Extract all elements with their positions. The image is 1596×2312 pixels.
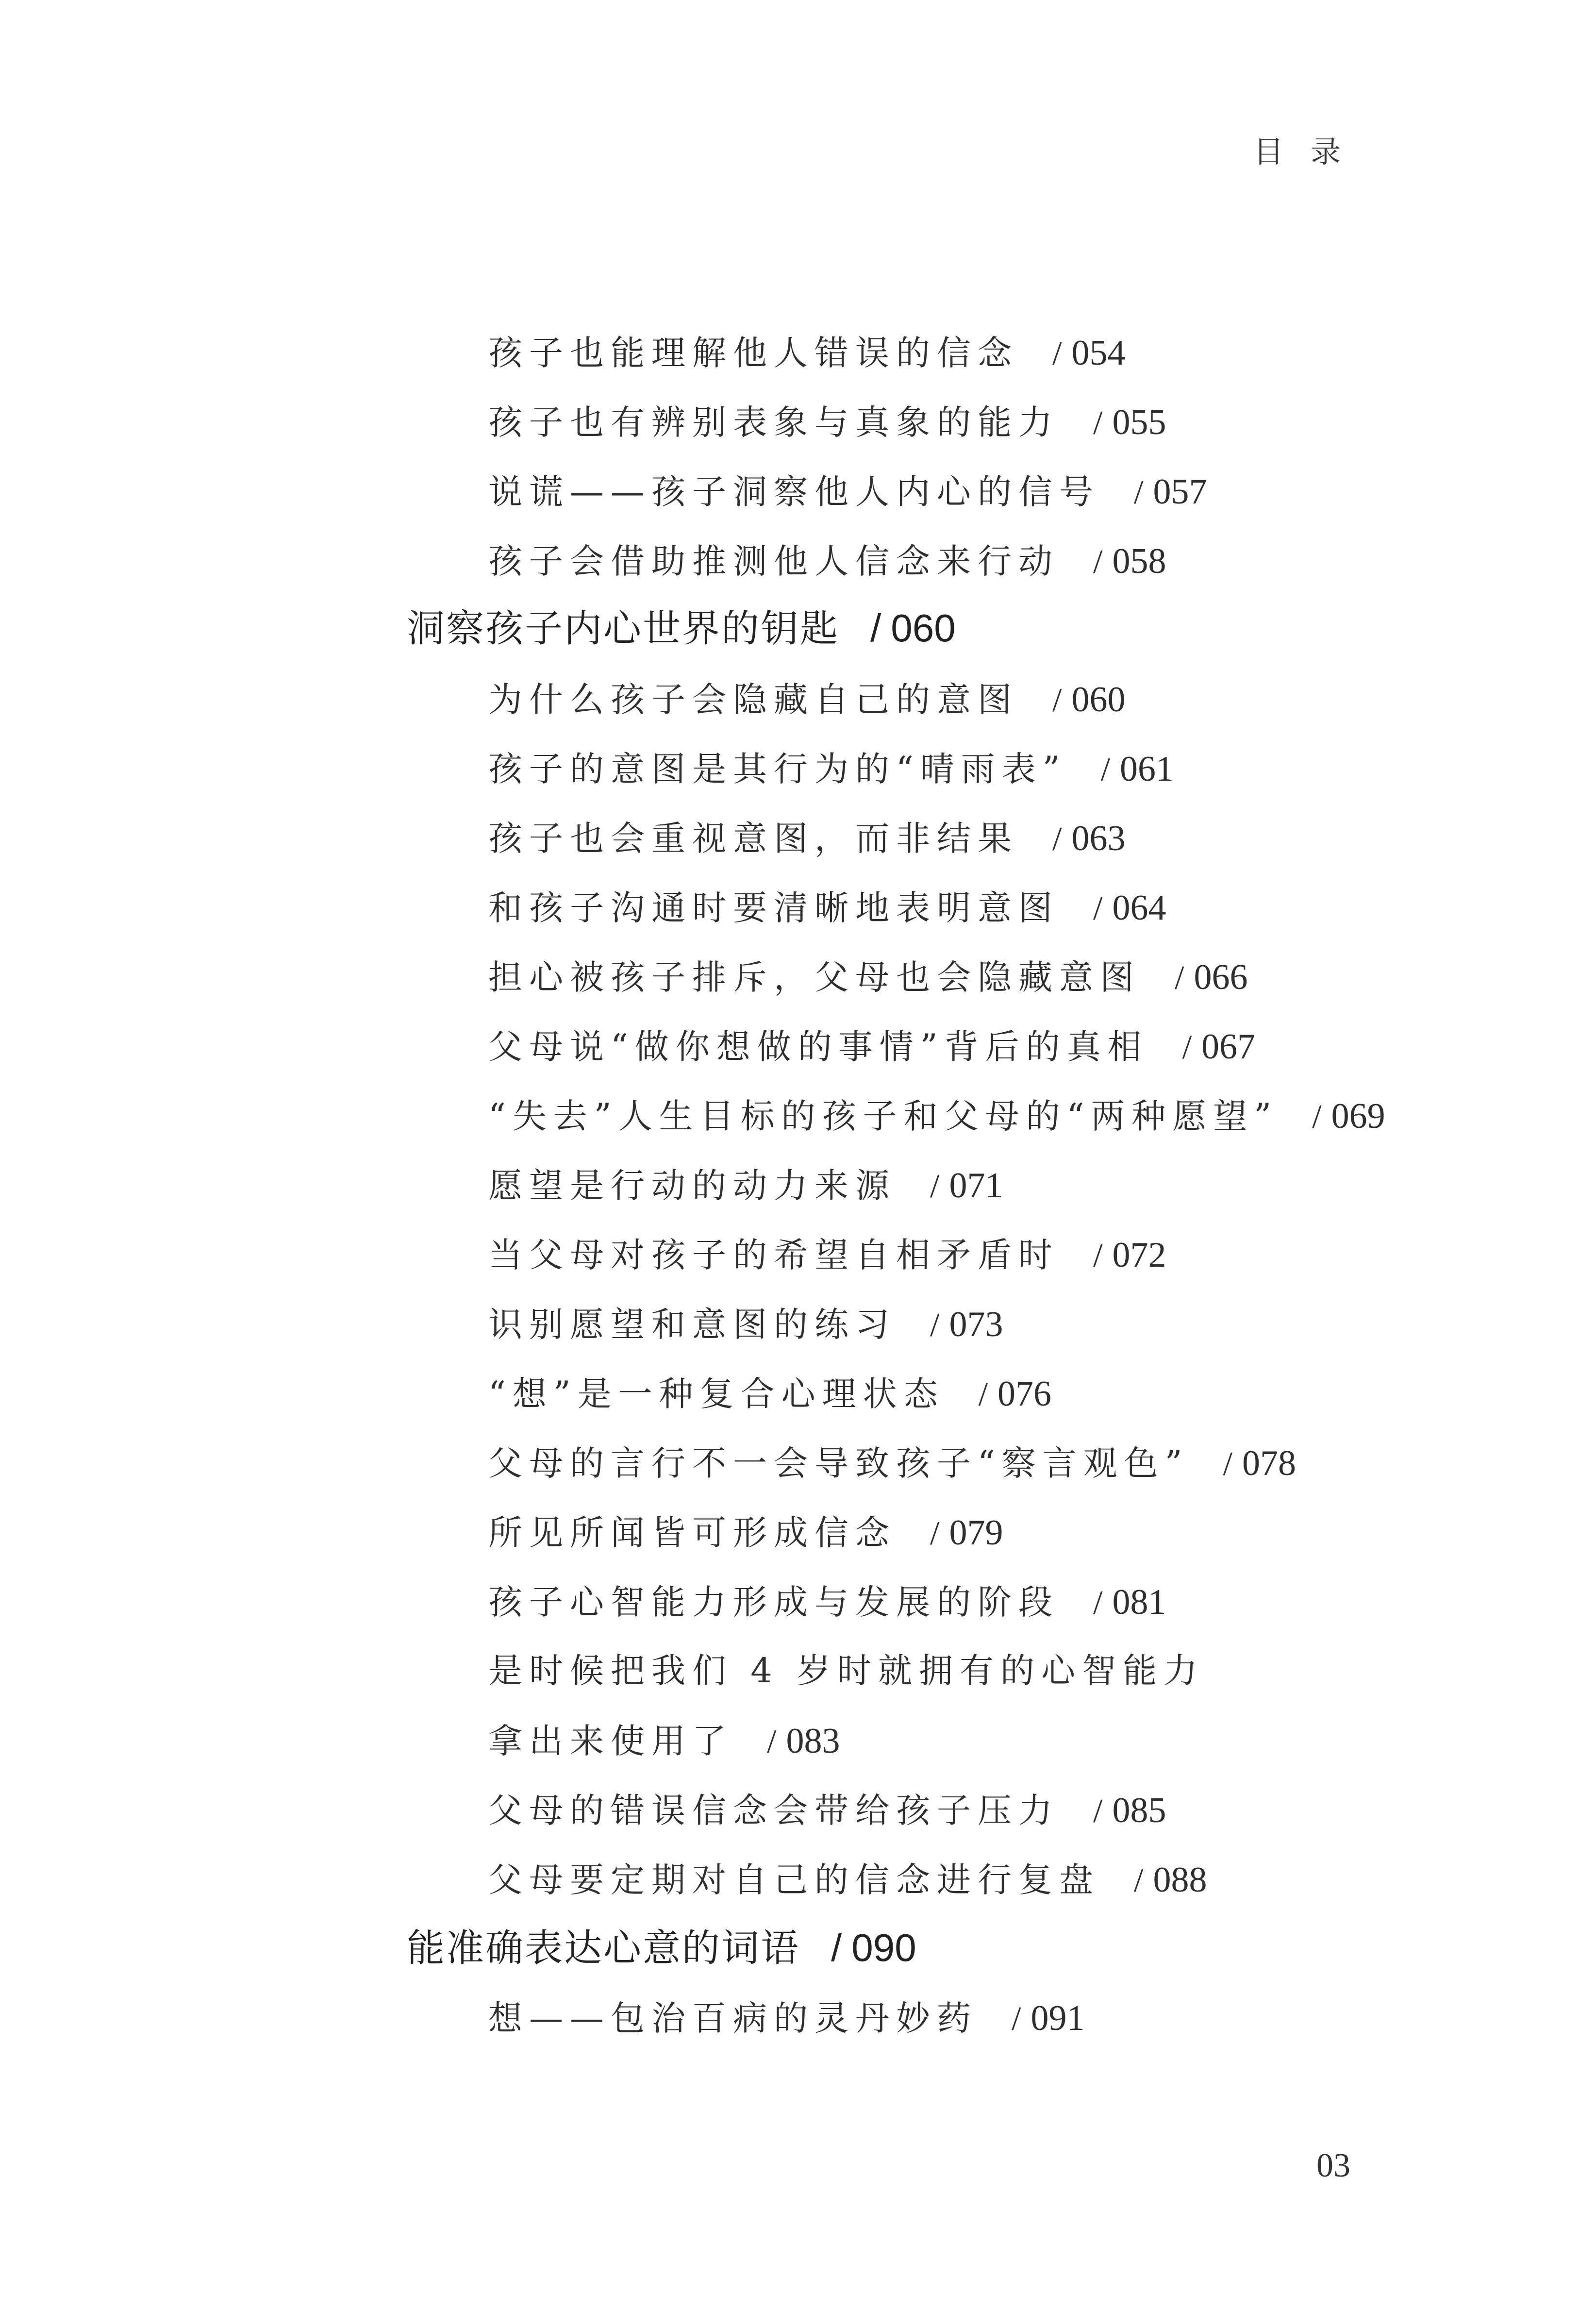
toc-entry[interactable] xyxy=(488,1723,840,1759)
toc-page-number: 088 xyxy=(1153,1860,1207,1900)
toc-section-title: 能准确表达心意的词语 xyxy=(407,1927,800,1970)
toc-page-number: 071 xyxy=(949,1166,1003,1206)
page-separator: / xyxy=(767,1723,777,1760)
toc-section-title: 洞察孩子内心世界的钥匙 xyxy=(407,607,840,651)
toc-entry[interactable] xyxy=(488,821,1125,856)
page-separator: / xyxy=(1134,1862,1144,1899)
page-separator: / xyxy=(1093,890,1103,927)
toc-entry-title: 孩子也能理解他人错误的信念 xyxy=(488,333,1018,373)
toc-page-number: 066 xyxy=(1194,957,1248,997)
page-separator: / xyxy=(1052,682,1062,719)
toc-page-number: 081 xyxy=(1112,1582,1166,1622)
page-separator: / xyxy=(1052,821,1062,858)
toc-page-number: 063 xyxy=(1071,819,1126,858)
running-header: 目 录 xyxy=(1253,134,1349,169)
toc-entry-title: 父母说“做你想做的事情”背后的真相 xyxy=(488,1027,1148,1067)
toc-entry[interactable] xyxy=(488,543,1166,579)
toc-entry-title: 为什么孩子会隐藏自己的意图 xyxy=(488,680,1018,720)
toc-entry-title: 愿望是行动的动力来源 xyxy=(488,1166,896,1206)
toc-entry[interactable] xyxy=(488,404,1166,440)
toc-entry[interactable] xyxy=(488,1376,1051,1412)
page-separator: / xyxy=(1093,543,1103,581)
toc-page-number: 060 xyxy=(1071,680,1126,720)
toc-entry[interactable] xyxy=(488,1584,1166,1620)
toc-page-number: 054 xyxy=(1071,333,1126,373)
page-separator: / xyxy=(930,1168,940,1205)
toc-entry[interactable] xyxy=(488,1029,1255,1065)
toc-entry-title: 所见所闻皆可形成信念 xyxy=(488,1513,896,1553)
toc-page-number: 090 xyxy=(851,1926,916,1969)
toc-page-number: 072 xyxy=(1112,1235,1166,1275)
page-separator: / xyxy=(1012,2000,1021,2038)
page-separator: / xyxy=(1100,751,1111,788)
toc-entry[interactable] xyxy=(488,890,1166,926)
page-separator: / xyxy=(1134,474,1144,511)
page-separator: / xyxy=(1175,959,1184,997)
toc-entry[interactable] xyxy=(488,1168,1003,1204)
page-separator: / xyxy=(870,606,881,650)
toc-entry-title: 是时候把我们 4 岁时就拥有的心智能力 xyxy=(488,1651,1205,1691)
toc-page-number: 055 xyxy=(1112,402,1166,442)
toc-entry[interactable] xyxy=(488,1445,1296,1481)
toc-page-number: 064 xyxy=(1112,888,1166,928)
page-separator: / xyxy=(930,1307,940,1344)
page-separator: / xyxy=(1182,1029,1192,1066)
page-separator: / xyxy=(831,1926,842,1969)
page-separator: / xyxy=(978,1376,988,1413)
toc-entry[interactable] xyxy=(488,1515,1003,1551)
toc-entry[interactable] xyxy=(488,1862,1207,1898)
toc-entry-title: 孩子也会重视意图，而非结果 xyxy=(488,819,1018,858)
toc-entry-title: “想”是一种复合心理状态 xyxy=(488,1374,945,1414)
page-separator: / xyxy=(1223,1445,1233,1483)
toc-entry[interactable] xyxy=(488,959,1247,995)
toc-page-number: 083 xyxy=(786,1721,840,1761)
page-separator: / xyxy=(1093,1237,1103,1274)
toc-entry-title: 父母的言行不一会导致孩子“察言观色” xyxy=(488,1443,1189,1483)
toc-entry[interactable] xyxy=(488,751,1174,787)
toc-page-number: 073 xyxy=(949,1305,1003,1344)
toc-entry-title: 当父母对孩子的希望自相矛盾时 xyxy=(488,1235,1059,1275)
toc-entry-title: “失去”人生目标的孩子和父母的“两种愿望” xyxy=(488,1096,1279,1136)
toc-page-number: 058 xyxy=(1112,541,1166,581)
toc-page-number: 091 xyxy=(1031,1998,1085,2038)
toc-entry-title: 孩子心智能力形成与发展的阶段 xyxy=(488,1582,1059,1622)
toc-page-number: 060 xyxy=(891,606,956,650)
toc-entry[interactable] xyxy=(488,335,1125,371)
toc-page-number: 057 xyxy=(1153,472,1207,512)
toc-section-heading[interactable] xyxy=(407,1926,916,1970)
page-separator: / xyxy=(930,1515,940,1552)
toc-section-heading[interactable] xyxy=(407,606,956,651)
toc-entry-title: 担心被孩子排斥，父母也会隐藏意图 xyxy=(488,957,1141,997)
toc-page-number: 069 xyxy=(1331,1096,1385,1136)
toc-entry[interactable] xyxy=(488,682,1125,718)
toc-entry-title: 识别愿望和意图的练习 xyxy=(488,1305,896,1344)
toc-page-number: 085 xyxy=(1112,1791,1166,1830)
toc-entry-continued[interactable] xyxy=(488,1651,1205,1691)
page-number: 03 xyxy=(1316,2147,1350,2184)
toc-entry[interactable] xyxy=(488,1098,1385,1134)
toc-page-number: 067 xyxy=(1201,1027,1256,1067)
toc-page-number: 078 xyxy=(1242,1443,1297,1483)
toc-entry-title: 说谎——孩子洞察他人内心的信号 xyxy=(488,472,1100,512)
toc-entry[interactable] xyxy=(488,1307,1003,1342)
toc-page-number: 076 xyxy=(998,1374,1052,1414)
toc-entry-title: 孩子的意图是其行为的“晴雨表” xyxy=(488,749,1067,789)
toc-entry[interactable] xyxy=(488,1237,1166,1273)
toc-page-number: 079 xyxy=(949,1513,1003,1553)
page-separator: / xyxy=(1312,1098,1322,1136)
toc-entry[interactable] xyxy=(488,1793,1166,1828)
toc-entry[interactable] xyxy=(488,2000,1084,2036)
page-separator: / xyxy=(1093,1793,1103,1830)
toc-page-number: 061 xyxy=(1120,749,1174,789)
toc-entry-title: 和孩子沟通时要清晰地表明意图 xyxy=(488,888,1059,928)
toc-entry-title: 孩子也有辨别表象与真象的能力 xyxy=(488,402,1059,442)
toc-entry-title: 拿出来使用了 xyxy=(488,1721,733,1761)
page-separator: / xyxy=(1093,404,1103,442)
toc-entry-title: 想——包治百病的灵丹妙药 xyxy=(488,1998,978,2038)
toc-entry-title: 孩子会借助推测他人信念来行动 xyxy=(488,541,1059,581)
toc-entry-title: 父母要定期对自己的信念进行复盘 xyxy=(488,1860,1100,1900)
page-separator: / xyxy=(1093,1584,1103,1622)
page-separator: / xyxy=(1052,335,1062,372)
toc-entry-title: 父母的错误信念会带给孩子压力 xyxy=(488,1791,1059,1830)
toc-entry[interactable] xyxy=(488,474,1207,510)
